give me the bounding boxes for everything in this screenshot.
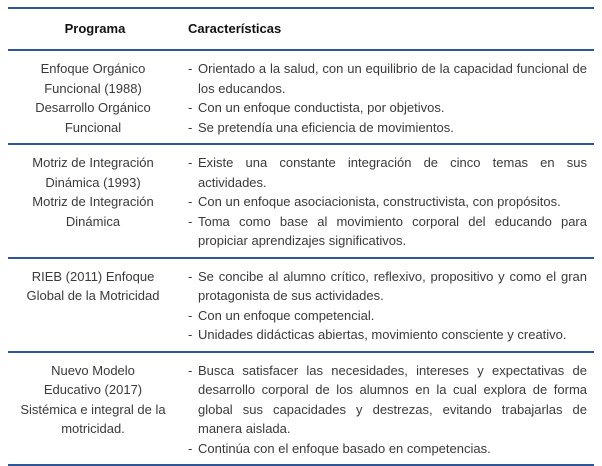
program-name: RIEB (2011) Enfoque Global de la Motricidad xyxy=(26,268,160,303)
characteristic-item: - Con un enfoque conductista, por objetivos. xyxy=(188,98,587,118)
header-caracteristicas: Características xyxy=(188,21,282,37)
table-row xyxy=(8,352,594,466)
program-name: Desarrollo Orgánico Funcional xyxy=(35,100,151,135)
characteristic-item: - Continúa con el enfoque basado en competencias. xyxy=(188,439,587,459)
program-cell xyxy=(8,258,182,352)
header-row xyxy=(8,8,594,50)
table-row xyxy=(8,258,594,352)
table-row xyxy=(8,50,594,144)
program-cell xyxy=(8,50,182,144)
program-cell xyxy=(8,144,182,258)
characteristic-item: - Existe una constante integración de cinco temas en sus actividades. xyxy=(188,153,587,192)
characteristics-cell xyxy=(182,144,594,258)
program-name: Nuevo Modelo Educativo (2017) xyxy=(43,362,143,397)
characteristic-item: - Con un enfoque asociacionista, constructivista, con propósitos. xyxy=(188,192,587,212)
program-name: Sistémica e integral de la motricidad. xyxy=(20,401,166,436)
programs-table xyxy=(8,7,594,466)
program-name: Enfoque Orgánico Funcional (1988) xyxy=(40,61,146,96)
program-name: Motriz de Integración Dinámica xyxy=(32,194,154,229)
header-programa: Programa xyxy=(64,21,126,37)
characteristic-item: - Se concibe al alumno crítico, reflexivo, propositivo y como el gran protagonista de sus actividades. xyxy=(188,267,587,306)
characteristic-item: - Orientado a la salud, con un equilibrio de la capacidad funcional de los educandos. xyxy=(188,59,587,98)
characteristics-cell xyxy=(182,352,594,466)
table-row xyxy=(8,144,594,258)
characteristic-item: - Toma como base al movimiento corporal del educando para propiciar aprendizajes significativos. xyxy=(188,212,587,251)
characteristics-cell xyxy=(182,50,594,144)
program-cell xyxy=(8,352,182,466)
characteristic-item: - Con un enfoque competencial. xyxy=(188,306,587,326)
characteristic-item: - Unidades didácticas abiertas, movimiento consciente y creativo. xyxy=(188,325,587,345)
program-name: Motriz de Integración Dinámica (1993) xyxy=(32,155,154,190)
characteristic-item: - Se pretendía una eficiencia de movimientos. xyxy=(188,118,587,138)
characteristic-item: - Busca satisfacer las necesidades, intereses y expectativas de desarrollo corporal de los alumnos en la cual explora de forma global sus capacidades y destrezas, evitando trabajarlas de manera aislada. xyxy=(188,361,587,439)
characteristics-cell xyxy=(182,258,594,352)
